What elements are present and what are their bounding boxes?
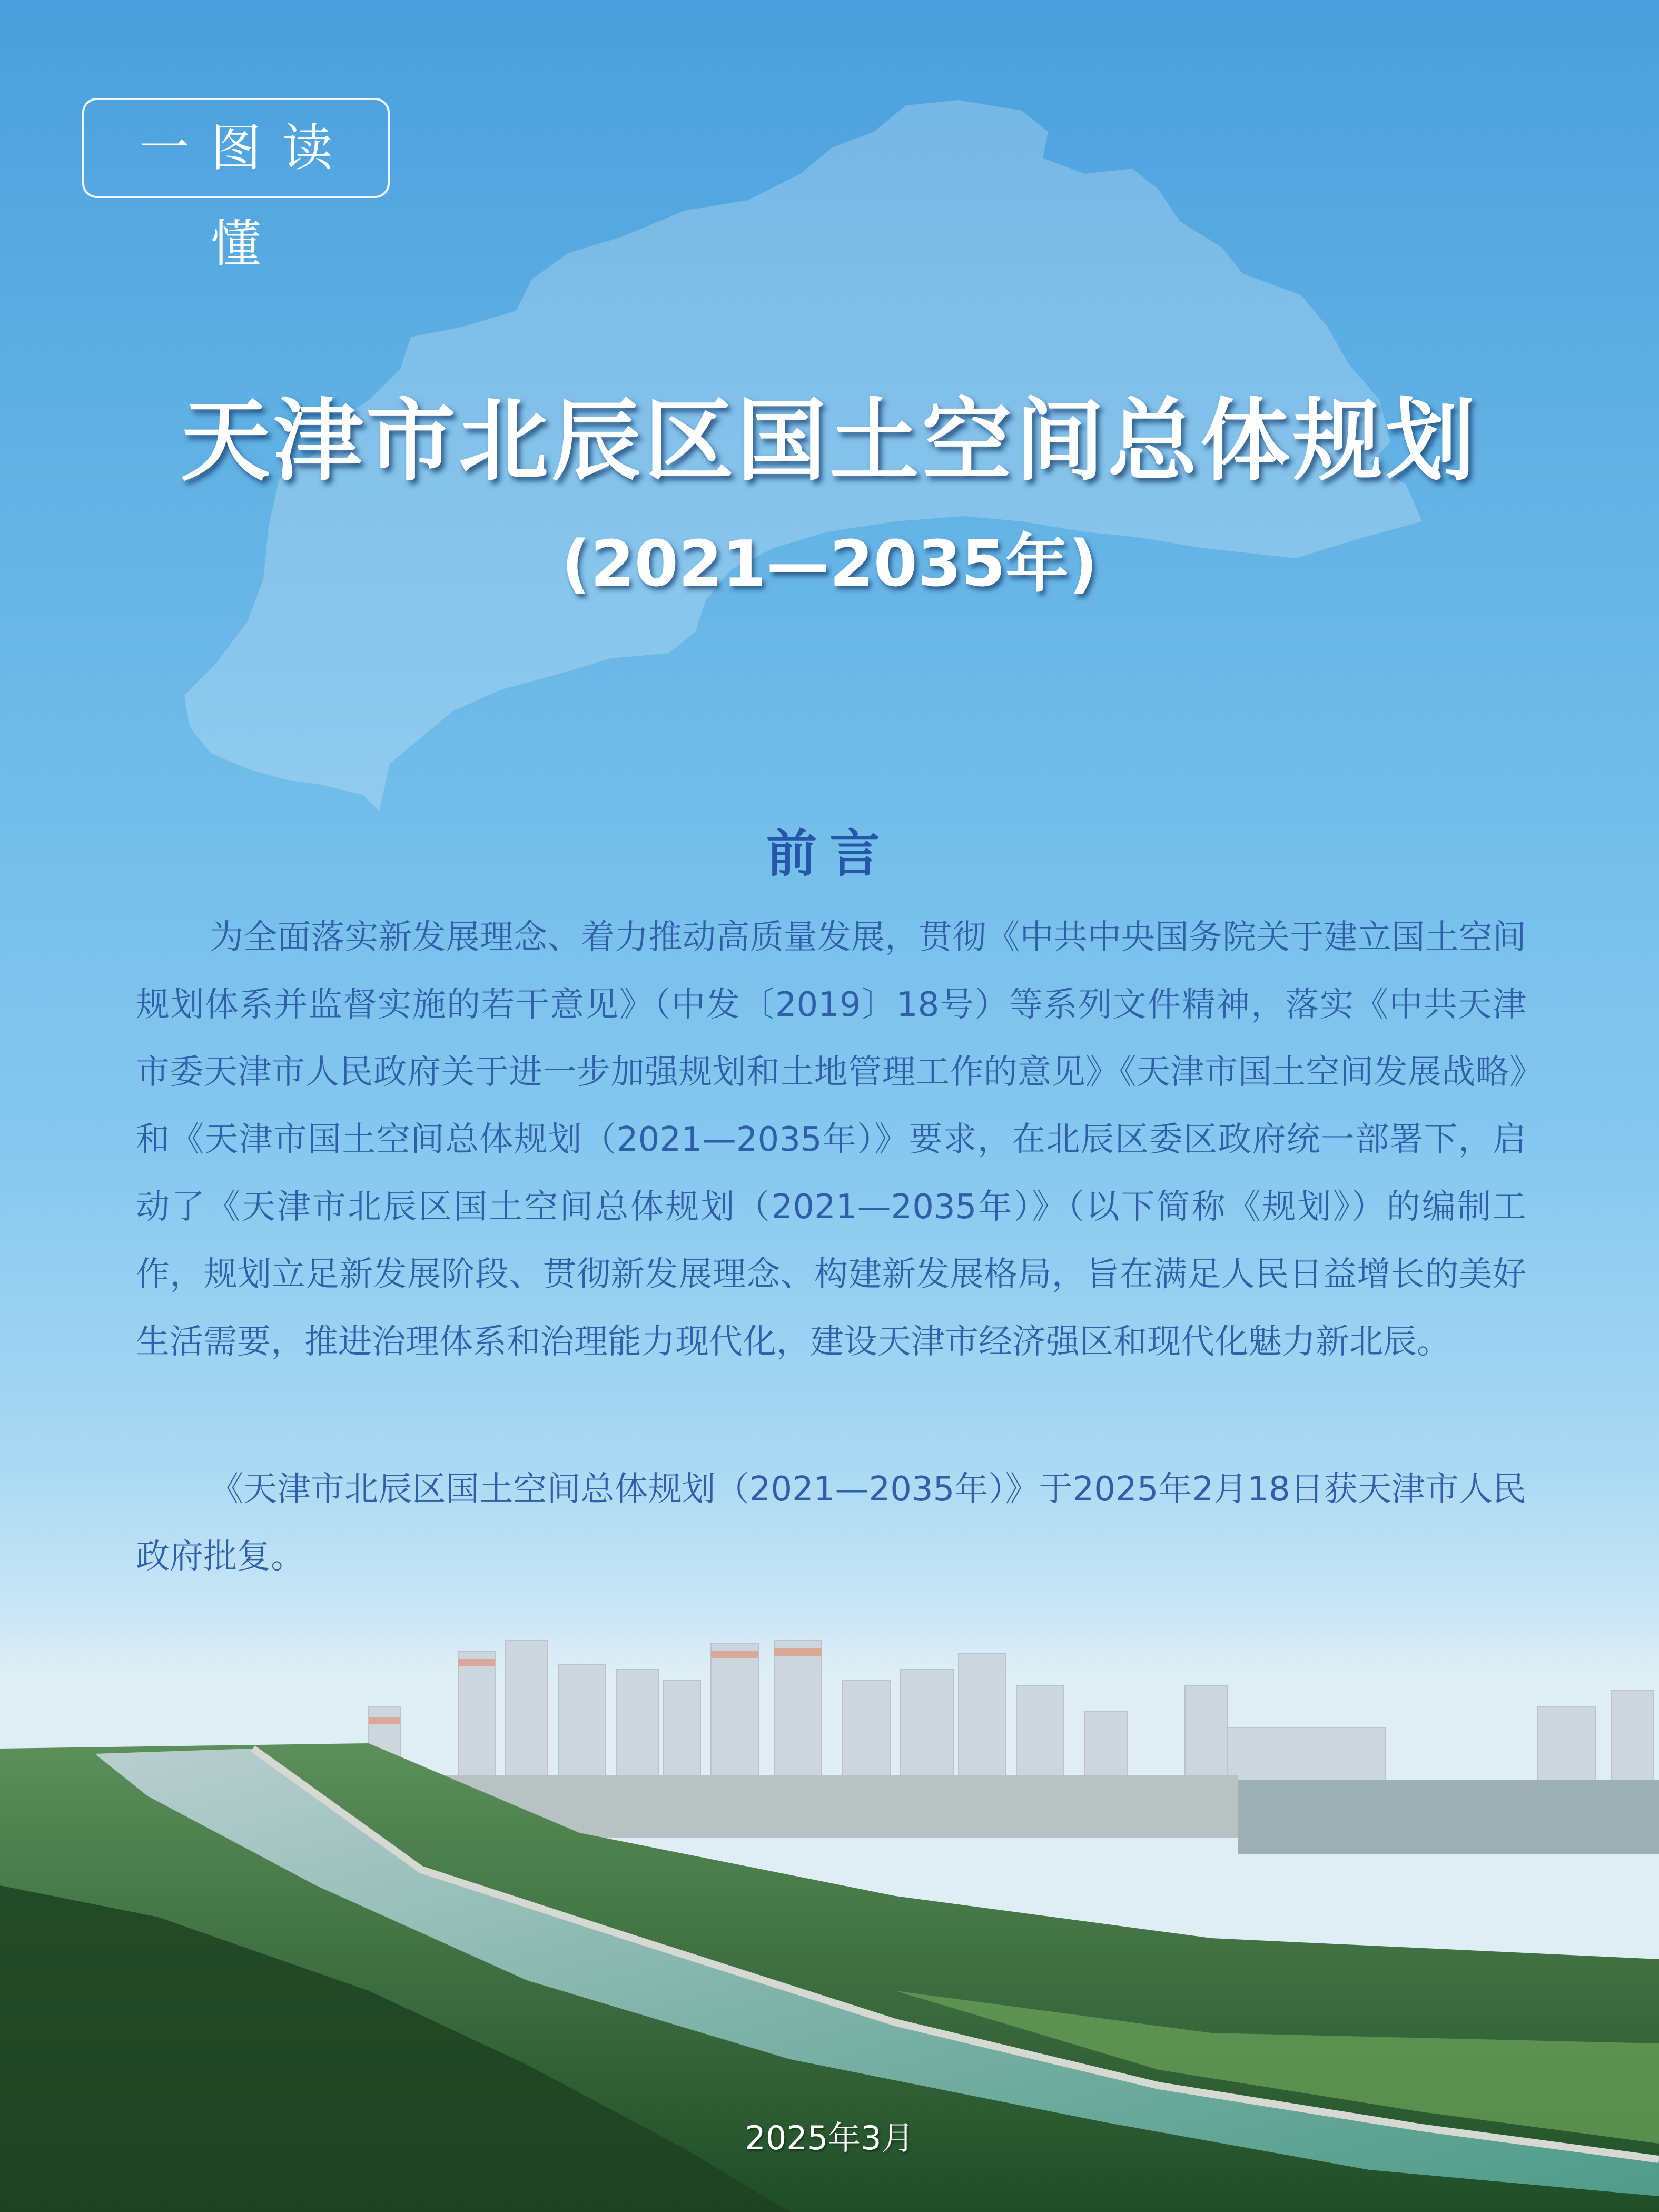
preface-paragraph-1: 为全面落实新发展理念、着力推动高质量发展，贯彻《中共中央国务院关于建立国土空间规划体系并监督实施的若干意见》（中发〔2019〕18号）等系列文件精神，落实《中共天津市委天津市人民政府关于进一步加强规划和土地管理工作的意见》《天津市国土空间发展战略》和《天津市国土空间总体规划（2021—2035年）》要求，在北辰区委区政府统一部署下，启动了《天津市北辰区国土空间总体规划（2021—2035年）》（以下简称《规划》）的编制工作，规划立足新发展阶段、贯彻新发展理念、构建新发展格局，旨在满足人民日益增长的美好生活需要，推进治理体系和治理能力现代化，建设天津市经济强区和现代化魅力新北辰。	[136, 918, 1526, 1361]
publish-date: 2025年3月	[745, 2119, 914, 2157]
page-subtitle: (2021—2035年)	[561, 528, 1098, 601]
preface-heading: 前言	[766, 824, 893, 883]
series-badge: 一图读懂	[82, 98, 390, 198]
page-title: 天津市北辰区国土空间总体规划	[180, 389, 1478, 493]
preface-paragraph-2: 《天津市北辰区国土空间总体规划（2021—2035年）》于2025年2月18日获天津市人民政府批复。	[136, 1470, 1526, 1576]
